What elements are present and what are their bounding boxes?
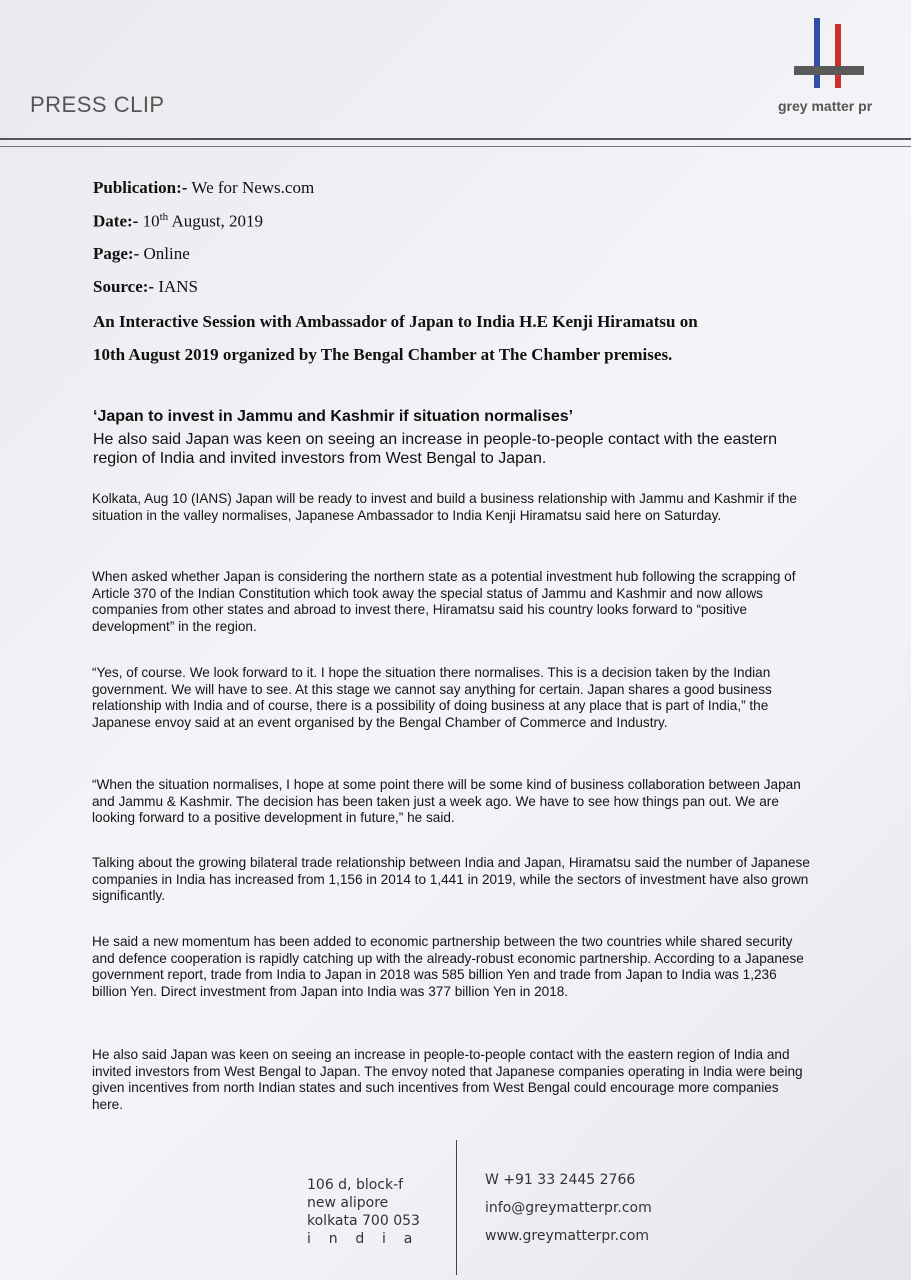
article-paragraph: “When the situation normalises, I hope at some point there will be some kind of business collaboration between Japan and Jammu & Kashmir. The decision has been taken just a week ago. We have to see how things pan out. We are looking forward to a positive development in future,” he said. <box>92 777 801 825</box>
session-heading-line2: 10th August 2019 organized by The Bengal Chamber at The Chamber premises. <box>93 345 673 364</box>
date-line <box>93 211 263 232</box>
article-title: ‘Japan to invest in Jammu and Kashmir if situation normalises’ <box>93 408 574 425</box>
date-rest: August, 2019 <box>171 211 264 231</box>
date-suffix: th <box>159 211 169 223</box>
publication-line <box>93 178 314 198</box>
article-lead: He also said Japan was keen on seeing an increase in people-to-people contact with the eastern region of India and invited investors from West Bengal to Japan. <box>93 431 777 467</box>
phone-number: W +91 33 2445 2766 <box>485 1172 636 1188</box>
address-line: new alipore <box>307 1195 389 1211</box>
date-day: 10 <box>142 211 160 231</box>
publication-value: We for News.com <box>191 178 315 197</box>
article-paragraph: When asked whether Japan is considering the northern state as a potential investment hub following the scrapping of Article 370 of the Indian Constitution which took away the special status of Jammu and Kashmir and now allows companies from other states and abroad to invest there, Hiramatsu said his country looks forward to “positive development” in the region. <box>92 569 796 634</box>
publication-label: Publication:- <box>93 178 188 197</box>
source-value: IANS <box>158 277 198 296</box>
source-label: Source:- <box>93 277 155 296</box>
article-paragraph: Talking about the growing bilateral trade relationship between India and Japan, Hiramatsu said the number of Japanese companies in India has increased from 1,156 in 2014 to 1,441 in 2019, while the sectors of investment have also grown significantly. <box>92 855 810 903</box>
address-line: i n d i a <box>307 1231 413 1247</box>
article-paragraph: Kolkata, Aug 10 (IANS) Japan will be ready to invest and build a business relationship with Jammu and Kashmir if the situation in the valley normalises, Japanese Ambassador to India Kenji Hiramatsu said here on Saturday. <box>92 491 797 523</box>
article-paragraph: He said a new momentum has been added to economic partnership between the two countries while shared security and defence cooperation is rapidly catching up with the already-robust economic partnership. According to a Japanese government report, trade from India to Japan in 2018 was 585 billion Yen and trade from Japan to India was 1,236 billion Yen. Direct investment from Japan into India was 377 billion Yen in 2018. <box>92 934 804 999</box>
page-label: Page:- <box>93 244 140 263</box>
address-line: 106 d, block-f <box>307 1177 404 1193</box>
email-link[interactable]: info@greymatterpr.com <box>485 1200 652 1216</box>
article-paragraph: He also said Japan was keen on seeing an increase in people-to-people contact with the eastern region of India and invited investors from West Bengal to Japan. The envoy noted that Japanese companies operating in India were being given incentives from north Indian states and such incentives from West Bengal could encourage more companies here. <box>92 1047 803 1112</box>
date-label: Date:- <box>93 211 139 231</box>
page-title: PRESS CLIP <box>30 92 165 117</box>
address-line: kolkata 700 053 <box>307 1213 420 1229</box>
session-heading-line1: An Interactive Session with Ambassador of Japan to India H.E Kenji Hiramatsu on <box>93 312 698 331</box>
source-line <box>93 277 198 297</box>
page-value: Online <box>143 244 190 263</box>
page-line <box>93 244 190 264</box>
article-paragraph: “Yes, of course. We look forward to it. I hope the situation there normalises. This is a decision taken by the Indian government. We will have to see. At this stage we cannot say anything for certain. Japan shares a good business relationship with India and of course, there is a possibility of doing business at any place that is part of India,” the Japanese envoy said at an event organised by the Bengal Chamber of Commerce and Industry. <box>92 665 772 730</box>
logo-text: grey matter pr <box>778 98 873 114</box>
header-divider-top <box>0 138 911 140</box>
header-divider-bottom <box>0 146 911 147</box>
website-link[interactable]: www.greymatterpr.com <box>485 1228 650 1244</box>
footer-divider <box>456 1140 457 1275</box>
